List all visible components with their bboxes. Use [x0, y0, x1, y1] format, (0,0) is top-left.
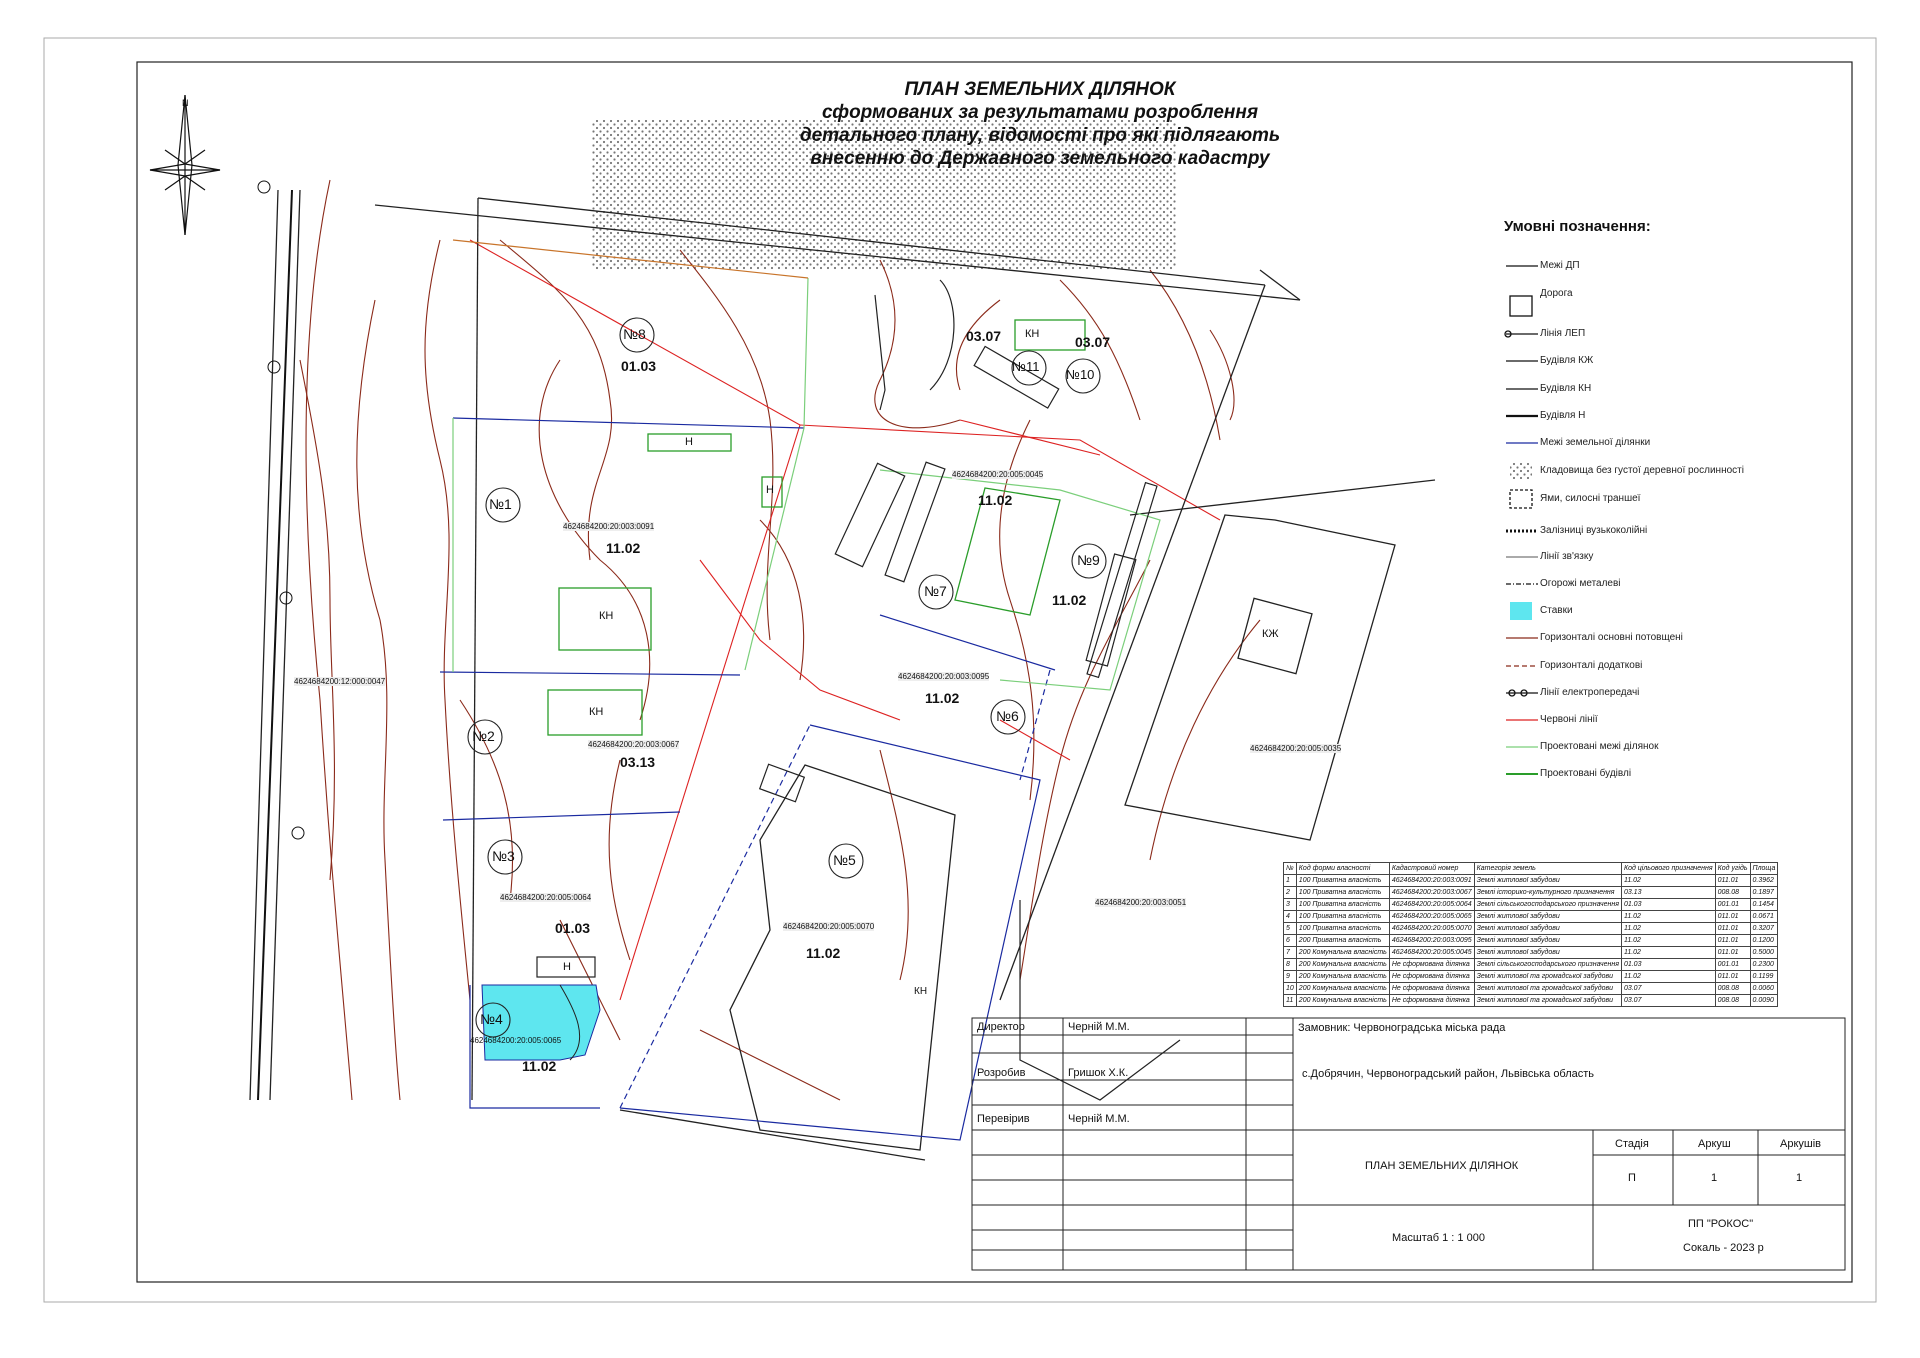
table-row	[1284, 875, 1778, 887]
building-kh-1: КН	[599, 610, 614, 622]
legend-label: Ставки	[1540, 605, 1573, 616]
table-row	[1284, 959, 1778, 971]
contour-lines	[300, 180, 1260, 1100]
parcel-7-number: №7	[924, 583, 947, 599]
table-cell: 03.13	[1621, 887, 1715, 899]
map-title	[760, 78, 1320, 170]
table-cell: 100 Приватна власність	[1296, 899, 1389, 911]
table-row	[1284, 911, 1778, 923]
legend-item	[1500, 379, 1800, 399]
table-header: Площа	[1750, 863, 1778, 875]
table-cell: Не сформована ділянка	[1389, 983, 1474, 995]
table-cell: 011.01	[1715, 923, 1750, 935]
table-cell: 0.3962	[1750, 875, 1778, 887]
legend-label: Горизонталі основні потовщені	[1540, 632, 1683, 643]
parcel-8-number: №8	[623, 326, 646, 342]
parcel-5-number: №5	[833, 852, 856, 868]
table-cell: 4624684200:20:003:0067	[1389, 887, 1474, 899]
table-header: Кадастровий номер	[1389, 863, 1474, 875]
red-lines	[470, 240, 1220, 1000]
stamp-scale: Масштаб 1 : 1 000	[1392, 1232, 1485, 1244]
cadastre-south: 4624684200:20:003:0051	[1095, 898, 1187, 907]
table-row	[1284, 971, 1778, 983]
parcel-7-cadastre: 4624684200:20:005:0045	[952, 470, 1044, 479]
table-cell: 200 Комунальна власність	[1296, 971, 1389, 983]
table-cell: 008.08	[1715, 887, 1750, 899]
parcel-6-number: №6	[996, 708, 1019, 724]
table-cell: Не сформована ділянка	[1389, 959, 1474, 971]
parcel-4-code: 11.02	[522, 1058, 557, 1074]
legend-item	[1500, 406, 1800, 426]
stamp-sheet-header: Аркуш	[1698, 1138, 1731, 1150]
table-header: №	[1284, 863, 1297, 875]
legend-label: Лінії електропередачі	[1540, 687, 1640, 698]
legend-item	[1500, 256, 1800, 276]
parcel-1-cadastre: 4624684200:20:003:0091	[563, 522, 655, 531]
table-cell: 100 Приватна власність	[1296, 887, 1389, 899]
parcel-3-cadastre: 4624684200:20:005:0064	[500, 893, 592, 902]
table-cell: 03.07	[1621, 995, 1715, 1007]
table-cell: 0.0090	[1750, 995, 1778, 1007]
north-label: N	[182, 98, 189, 108]
table-cell: 5	[1284, 923, 1297, 935]
table-cell: 4624684200:20:005:0045	[1389, 947, 1474, 959]
table-cell: 008.08	[1715, 983, 1750, 995]
legend-item	[1500, 351, 1800, 371]
table-cell: Землі житлової забудови	[1474, 947, 1621, 959]
table-cell: 8	[1284, 959, 1297, 971]
building-n-2: Н	[766, 484, 774, 496]
table-cell: 011.01	[1715, 947, 1750, 959]
table-cell: 011.01	[1715, 935, 1750, 947]
title-line-1: ПЛАН ЗЕМЕЛЬНИХ ДІЛЯНОК	[904, 79, 1176, 100]
building-kh-2: КН	[589, 706, 604, 718]
legend-label: Проектовані межі ділянок	[1540, 741, 1659, 752]
stamp-location: с.Добрячин, Червоноградський район, Львівська область	[1302, 1068, 1595, 1080]
building-parcel-5	[730, 765, 955, 1150]
table-cell: 0.5000	[1750, 947, 1778, 959]
stamp-company: ПП "РОКОС"	[1688, 1218, 1754, 1230]
table-body	[1284, 875, 1778, 1007]
north-arrow-icon	[150, 95, 220, 235]
table-cell: 011.01	[1715, 911, 1750, 923]
table-cell: Не сформована ділянка	[1389, 995, 1474, 1007]
table-cell: 4624684200:20:003:0091	[1389, 875, 1474, 887]
road-bend	[930, 280, 954, 390]
legend-label: Ями, силосні траншеї	[1540, 493, 1641, 504]
legend-title: Умовні позначення:	[1504, 218, 1651, 235]
table-cell: 01.03	[1621, 899, 1715, 911]
parcel-3-number: №3	[492, 848, 515, 864]
parcel-4-number: №4	[480, 1011, 503, 1027]
table-cell: 0.0060	[1750, 983, 1778, 995]
legend-label: Проектовані будівлі	[1540, 768, 1632, 779]
parcel-2-code: 03.13	[620, 754, 656, 770]
legend-item	[1500, 489, 1800, 509]
buildings	[537, 346, 1157, 977]
parcel-9-code: 11.02	[1052, 592, 1087, 608]
stamp-sheets-header: Аркушів	[1780, 1138, 1822, 1150]
table-cell: 10	[1284, 983, 1297, 995]
table-cell: 6	[1284, 935, 1297, 947]
building-n-1: Н	[685, 436, 693, 448]
table-cell: 0.2300	[1750, 959, 1778, 971]
legend-label: Огорожі металеві	[1540, 578, 1621, 589]
legend-label: Будівля КН	[1540, 383, 1592, 394]
legend-label: Лінії зв'язку	[1540, 551, 1594, 562]
table-cell: 9	[1284, 971, 1297, 983]
table-header: Код угідь	[1715, 863, 1750, 875]
parcel-4-cadastre: 4624684200:20:005:0065	[470, 1036, 562, 1045]
legend-item	[1500, 764, 1800, 784]
legend-item	[1500, 547, 1800, 567]
parcel-2-number: №2	[472, 728, 495, 744]
table-cell: 11	[1284, 995, 1297, 1007]
table-row	[1284, 983, 1778, 995]
table-cell: 200 Комунальна власність	[1296, 983, 1389, 995]
stamp-doc-title: ПЛАН ЗЕМЕЛЬНИХ ДІЛЯНОК	[1365, 1160, 1519, 1172]
cadastre-mid: 4624684200:20:003:0095	[898, 672, 990, 681]
table-row	[1284, 923, 1778, 935]
table-header-row	[1284, 863, 1778, 875]
code-mid: 11.02	[925, 690, 960, 706]
legend-item	[1500, 574, 1800, 594]
table-cell: Землі житлової та громадської забудови	[1474, 983, 1621, 995]
table-cell: Землі житлової та громадської забудови	[1474, 995, 1621, 1007]
parcel-7-code: 11.02	[978, 492, 1013, 508]
table-cell: 1	[1284, 875, 1297, 887]
table-row	[1284, 899, 1778, 911]
table-cell: 200 Комунальна власність	[1296, 995, 1389, 1007]
legend-item	[1500, 710, 1800, 730]
building-kzh-east	[1125, 515, 1395, 840]
table-cell: 0.1200	[1750, 935, 1778, 947]
stamp-name-director: Черній М.М.	[1068, 1021, 1130, 1033]
legend-item	[1500, 521, 1800, 541]
table-cell: 0.1199	[1750, 971, 1778, 983]
building-kzh-label: КЖ	[1262, 628, 1279, 640]
stamp-stage-header: Стадія	[1615, 1138, 1649, 1150]
table-cell: 4624684200:20:003:0095	[1389, 935, 1474, 947]
legend-item	[1500, 683, 1800, 703]
table-cell: 200 Приватна власність	[1296, 935, 1389, 947]
table-cell: 11.02	[1621, 947, 1715, 959]
parcel-3-code: 01.03	[555, 920, 591, 936]
legend-label: Кладовища без густої деревної рослинності	[1540, 465, 1744, 476]
table-cell: 100 Приватна власність	[1296, 911, 1389, 923]
table-header: Код форми власності	[1296, 863, 1389, 875]
parcel-5-cadastre: 4624684200:20:005:0070	[783, 922, 875, 931]
legend-item	[1500, 601, 1800, 621]
table-cell: 001.01	[1715, 959, 1750, 971]
stamp-customer: Замовник: Червоноградська міська рада	[1298, 1022, 1506, 1034]
road-spur	[875, 295, 885, 410]
table-cell: 4624684200:20:005:0065	[1389, 911, 1474, 923]
cadastre-east: 4624684200:20:005:0035	[1250, 744, 1342, 753]
legend-item	[1500, 656, 1800, 676]
table-cell: 11.02	[1621, 923, 1715, 935]
building-kh-3: КН	[1025, 328, 1040, 340]
legend-item	[1500, 737, 1800, 757]
table-cell: 200 Комунальна власність	[1296, 947, 1389, 959]
table-cell: Землі історико-культурного призначення	[1474, 887, 1621, 899]
stamp-role-checker: Перевірив	[977, 1113, 1030, 1125]
parcel-10-code: 03.07	[1075, 334, 1111, 350]
table-cell: 11.02	[1621, 911, 1715, 923]
table-cell: 008.08	[1715, 995, 1750, 1007]
legend-label: Червоні лінії	[1540, 714, 1598, 725]
table-cell: 100 Приватна власність	[1296, 875, 1389, 887]
table-cell: 4624684200:20:005:0064	[1389, 899, 1474, 911]
legend-item	[1500, 324, 1800, 344]
title-line-3: детального плану, відомості про які підлягають	[799, 125, 1281, 146]
parcel-11-code: 03.07	[966, 328, 1002, 344]
title-line-2: сформованих за результатами розроблення	[821, 102, 1259, 123]
table-cell: 3	[1284, 899, 1297, 911]
table-cell: Землі житлової забудови	[1474, 935, 1621, 947]
cadastre-west: 4624684200:12:000:0047	[294, 677, 386, 686]
stamp-city-year: Сокаль - 2023 р	[1683, 1242, 1764, 1254]
table-cell: 200 Комунальна власність	[1296, 959, 1389, 971]
table-cell: 7	[1284, 947, 1297, 959]
table-cell: 0.1454	[1750, 899, 1778, 911]
parcel-1-number: №1	[489, 496, 512, 512]
table-cell: 4624684200:20:005:0070	[1389, 923, 1474, 935]
table-cell: 001.01	[1715, 899, 1750, 911]
stamp-role-developer: Розробив	[977, 1067, 1026, 1079]
table-cell: 03.07	[1621, 983, 1715, 995]
table-cell: 011.01	[1715, 875, 1750, 887]
parcel-9-number: №9	[1077, 552, 1100, 568]
stamp-name-developer: Гришок Х.К.	[1068, 1067, 1129, 1079]
table-cell: Не сформована ділянка	[1389, 971, 1474, 983]
table-cell: 4	[1284, 911, 1297, 923]
table-cell: 0.3207	[1750, 923, 1778, 935]
legend-label: Залізниці вузькоколійні	[1540, 525, 1648, 536]
parcels-table	[1283, 862, 1778, 1007]
table-cell: Землі сільськогосподарського призначення	[1474, 959, 1621, 971]
table-header: Категорія земель	[1474, 863, 1621, 875]
table-cell: 0.1897	[1750, 887, 1778, 899]
parcel-10-number: №10	[1066, 367, 1095, 382]
parcel-2-cadastre: 4624684200:20:003:0067	[588, 740, 680, 749]
legend-label: Горизонталі додаткові	[1540, 660, 1643, 671]
table-cell: 01.03	[1621, 959, 1715, 971]
legend-item	[1500, 433, 1800, 453]
table-cell: Землі сільськогосподарського призначення	[1474, 899, 1621, 911]
legend-label: Будівля КЖ	[1540, 355, 1594, 366]
table-row	[1284, 935, 1778, 947]
table-row	[1284, 947, 1778, 959]
legend-label: Будівля Н	[1540, 410, 1586, 421]
stamp-name-checker: Черній М.М.	[1068, 1113, 1130, 1125]
parcel-5-code: 11.02	[806, 945, 841, 961]
legend-label: Межі ДП	[1540, 260, 1580, 271]
table-row	[1284, 995, 1778, 1007]
legend-label: Дорога	[1540, 288, 1573, 299]
table-cell: 11.02	[1621, 935, 1715, 947]
legend-label: Межі земельної ділянки	[1540, 437, 1651, 448]
table-cell: 2	[1284, 887, 1297, 899]
table-cell: Землі житлової забудови	[1474, 923, 1621, 935]
road-lines	[250, 190, 1435, 1160]
legend-item	[1500, 628, 1800, 648]
parcel-11-number: №11	[1012, 359, 1040, 374]
table-row	[1284, 887, 1778, 899]
building-kh-4: КН	[914, 986, 928, 997]
table-cell: 011.01	[1715, 971, 1750, 983]
table-cell: 11.02	[1621, 971, 1715, 983]
parcel-1-code: 11.02	[606, 540, 641, 556]
table-cell: 0.0671	[1750, 911, 1778, 923]
legend-item	[1500, 461, 1800, 481]
stamp-sheet: 1	[1711, 1172, 1718, 1184]
parcel-8-code: 01.03	[621, 358, 657, 374]
table-header: Код цільового призначення	[1621, 863, 1715, 875]
table-cell: Землі житлової забудови	[1474, 911, 1621, 923]
stamp-role-director: Директор	[977, 1021, 1025, 1033]
table-cell: 11.02	[1621, 875, 1715, 887]
table-cell: Землі житлової та громадської забудови	[1474, 971, 1621, 983]
table-cell: 100 Приватна власність	[1296, 923, 1389, 935]
stamp-stage: П	[1628, 1172, 1636, 1184]
building-n-3: Н	[563, 961, 571, 973]
title-line-4: внесенню до Державного земельного кадастру	[810, 148, 1270, 169]
stamp-sheets: 1	[1796, 1172, 1803, 1184]
legend-item	[1500, 284, 1800, 304]
table-cell: Землі житлової забудови	[1474, 875, 1621, 887]
legend-label: Лінія ЛЕП	[1540, 328, 1586, 339]
